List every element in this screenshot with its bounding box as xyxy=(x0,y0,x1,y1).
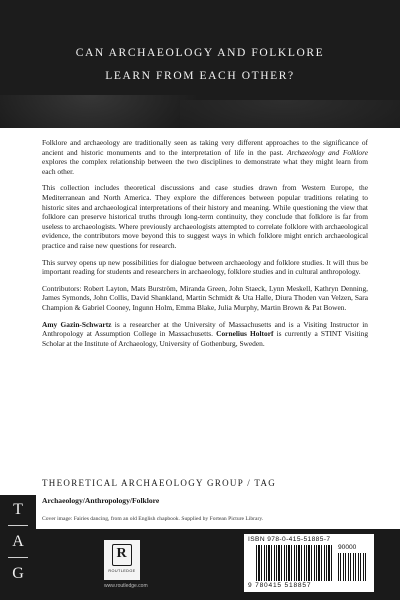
landscape-image xyxy=(0,95,200,128)
routledge-logo xyxy=(104,540,140,580)
price-code: 90000 xyxy=(338,544,357,551)
landscape-image-right xyxy=(180,100,400,128)
blurb-p1-end: explores the complex relationship between the two disciplines to demonstrate what they might learn from each other. xyxy=(42,157,368,176)
editor-bio-1: is a researcher at the University of Massachusetts and is a Visiting Instructor in Anthropology at Assumption College in Massachusetts. xyxy=(42,319,368,339)
logo-letter: R xyxy=(116,546,127,561)
headline-line-1: CAN ARCHAEOLOGY AND FOLKLORE xyxy=(75,47,325,59)
headline-line-2: LEARN FROM EACH OTHER? xyxy=(105,70,295,82)
ean-number: 9 780415 518857 xyxy=(248,582,312,589)
tag-divider xyxy=(8,557,28,558)
cover-image-band xyxy=(0,0,400,128)
editor-bio-2: is currently a STINT Visiting Scholar at the Institute of Archaeology, University of Gothenburg, Sweden. xyxy=(42,329,369,348)
price-barcode-icon xyxy=(338,553,368,581)
editor-name-2: Cornelius Holtorf xyxy=(216,329,274,339)
editor-bios xyxy=(42,320,368,349)
publisher-website: www.routledge.com xyxy=(104,583,148,589)
routledge-r-icon xyxy=(112,544,132,566)
barcode-icon xyxy=(256,545,334,581)
tag-divider xyxy=(8,525,28,526)
tag-letter-a: A xyxy=(12,533,24,550)
tag-letter-t: T xyxy=(13,501,23,518)
series-name: THEORETICAL ARCHAEOLOGY GROUP / TAG xyxy=(42,478,277,488)
cover-image-credit: Cover image: Fairies dancing, from an old English chapbook. Supplied by Fortean Picture Library. xyxy=(42,516,264,522)
tag-logo-column xyxy=(0,495,36,600)
barcode-panel xyxy=(244,534,374,592)
blurb-p1-start: Folklore and archaeology are traditionally seen as taking very different approaches to the significance of ancient and historic monuments and to the interpretation of life in the past. xyxy=(42,138,368,157)
subject-categories: Archaeology/Anthropology/Folklore xyxy=(42,496,160,505)
blurb-paragraph-1 xyxy=(42,138,368,176)
book-title-italic: Archaeology and Folklore xyxy=(287,147,368,157)
contributors-list: Contributors: Robert Layton, Mats Burström, Miranda Green, John Staeck, Lynn Meskell, Kathryn Denning, James Symonds, John Collis, David Shankland, Martin Schmidt & Uta Halle, Diura Thoden van Velzen, Sara Champion & Gabriel Cooney, Ingunn Holm, Emma Blake, Julia Murphy, Martin Brown & Pat Bowen. xyxy=(42,283,368,312)
editor-name-1: Amy Gazin-Schwartz xyxy=(42,319,112,329)
blurb xyxy=(42,138,368,355)
tag-letter-g: G xyxy=(12,565,24,582)
publisher-name: ROUTLEDGE xyxy=(108,569,136,573)
isbn-text: ISBN 978-0-415-51885-7 xyxy=(248,536,331,543)
blurb-paragraph-2: This collection includes theoretical discussions and case studies drawn from Western Europe, the Mediterranean and North America. They explore the differences between popular traditions relating to historic sites and archaeological interpretations of their history and meaning. While questioning the view that folklore can preserve historical truths through long-term continuity, they conclude that folklore is far from useless to archaeologists. Where previously archaeologists attempted to correlate folklore with archaeological evidence, the contributors move beyond this to suggest ways in which folklore might enrich archaeological practice and raise new questions for research. xyxy=(42,183,368,250)
blurb-paragraph-3: This survey opens up new possibilities for dialogue between archaeology and folklore studies. It will thus be important reading for students and researchers in archaeology, folklore studies and in cultural anthropology. xyxy=(42,257,368,277)
